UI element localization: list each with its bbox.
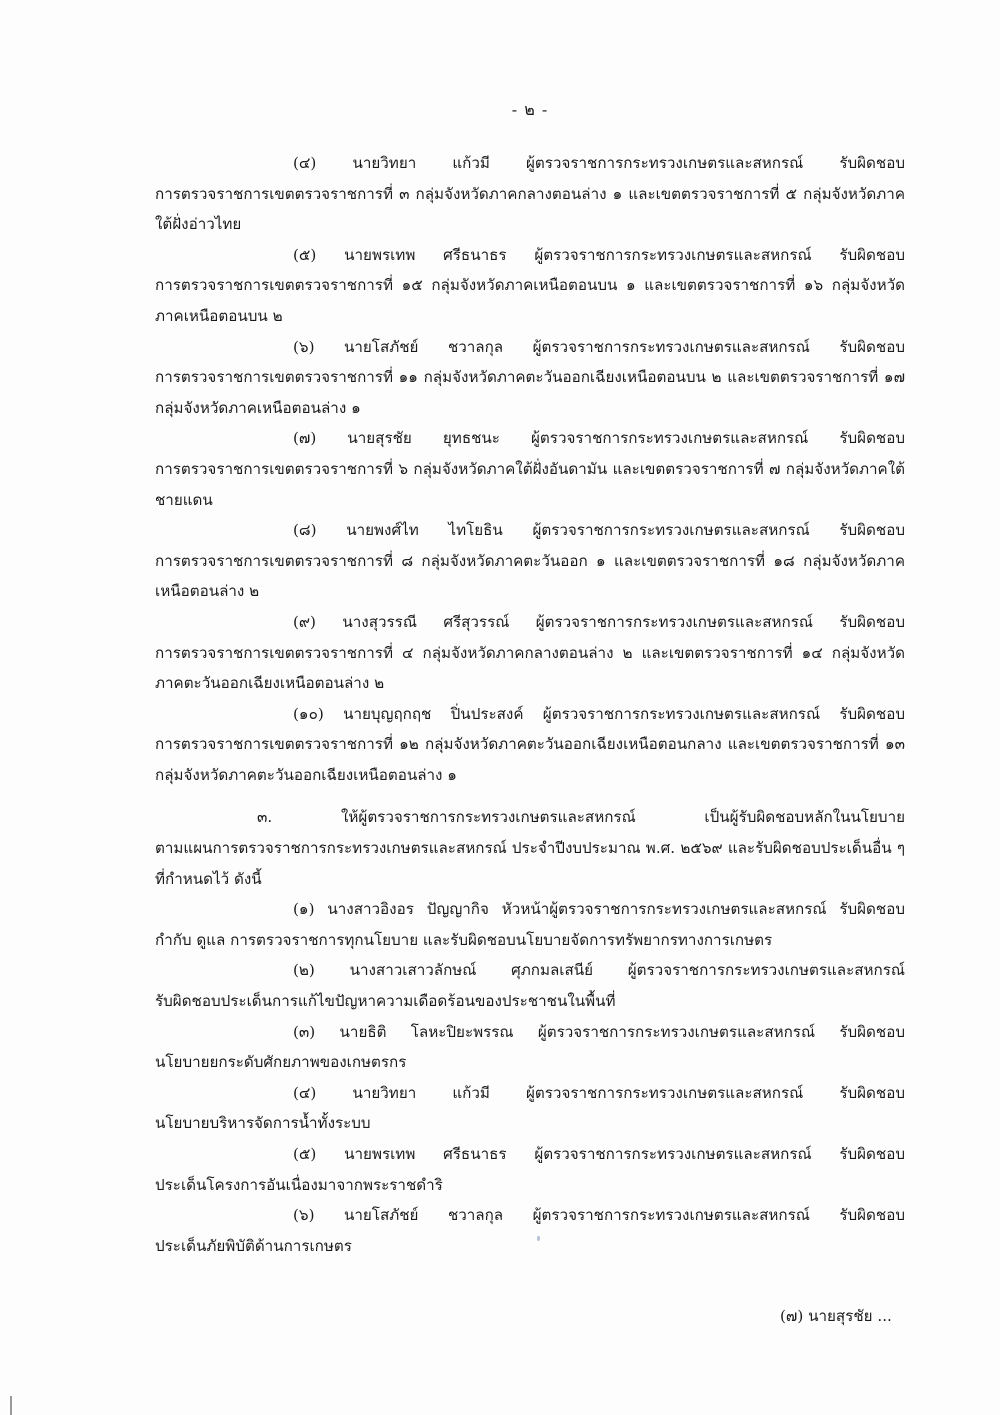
- continuation-marker: (๗) นายสุรชัย ...: [780, 1307, 892, 1325]
- responsibility-item: [155, 1078, 905, 1139]
- inspector-item: [155, 515, 905, 607]
- item-lead: (๒) นางสาวเสาวลักษณ์ ศุภกมลเสนีย์ ผู้ตรวจราชการกระทรวงเกษตรและสหกรณ์: [293, 961, 905, 980]
- item-lead: (๑) นางสาวอิงอร ปัญญากิจ หัวหน้าผู้ตรวจราชการกระทรวงเกษตรและสหกรณ์ รับผิดชอบ: [293, 900, 905, 919]
- item-lead: (๙) นางสุวรรณี ศรีสุวรรณ์ ผู้ตรวจราชการกระทรวงเกษตรและสหกรณ์ รับผิดชอบ: [293, 612, 905, 631]
- inspector-item: [155, 423, 905, 515]
- inspector-item: [155, 332, 905, 424]
- item-text: การตรวจราชการเขตตรวจราชการที่ ๘ กลุ่มจังหวัดภาคตะวันออก ๑ และเขตตรวจราชการที่ ๑๘ กลุ่มจังหวัดภาคเหนือตอนล่าง ๒: [155, 551, 905, 601]
- responsibility-item: [155, 894, 905, 955]
- item-lead: (๕) นายพรเทพ ศรีธนาธร ผู้ตรวจราชการกระทรวงเกษตรและสหกรณ์ รับผิดชอบ: [293, 1145, 905, 1163]
- item-lead: (๖) นายโสภัชย์ ชวาลกุล ผู้ตรวจราชการกระทรวงเกษตรและสหกรณ์ รับผิดชอบ: [293, 1206, 905, 1225]
- item-text: กำกับ ดูแล การตรวจราชการทุกนโยบาย และรับผิดชอบนโยบายจัดการทรัพยากรทางการเกษตร: [155, 930, 773, 949]
- responsibility-item: [155, 1139, 905, 1200]
- item-text: รับผิดชอบประเด็นการแก้ไขปัญหาความเดือดร้อนของประชาชนในพื้นที่: [155, 992, 616, 1011]
- item-lead: (๗) นายสุรชัย ยุทธชนะ ผู้ตรวจราชการกระทรวงเกษตรและสหกรณ์ รับผิดชอบ: [293, 429, 905, 448]
- item-text: การตรวจราชการเขตตรวจราชการที่ ๔ กลุ่มจังหวัดภาคกลางตอนล่าง ๒ และเขตตรวจราชการที่ ๑๔ กลุ่มจังหวัดภาคตะวันออกเฉียงเหนือตอนล่าง ๒: [155, 643, 905, 693]
- item-lead: (๘) นายพงศ์ไท ไทโยธิน ผู้ตรวจราชการกระทรวงเกษตรและสหกรณ์ รับผิดชอบ: [293, 521, 905, 540]
- item-text: การตรวจราชการเขตตรวจราชการที่ ๑๕ กลุ่มจังหวัดภาคเหนือตอนบน ๑ และเขตตรวจราชการที่ ๑๖ กลุ่มจังหวัดภาคเหนือตอนบน ๒: [155, 276, 905, 325]
- inspector-item: [155, 607, 905, 699]
- item-text: การตรวจราชการเขตตรวจราชการที่ ๖ กลุ่มจังหวัดภาคใต้ฝั่งอันดามัน และเขตตรวจราชการที่ ๗ กลุ่มจังหวัดภาคใต้ชายแดน: [155, 459, 905, 509]
- scan-speck: [537, 1236, 540, 1241]
- item-text: นโยบายบริหารจัดการน้ำทั้งระบบ: [155, 1114, 371, 1133]
- inspector-item: [155, 240, 905, 332]
- item-lead: (๔) นายวิทยา แก้วมี ผู้ตรวจราชการกระทรวงเกษตรและสหกรณ์ รับผิดชอบ: [293, 154, 905, 172]
- item-text: การตรวจราชการเขตตรวจราชการที่ ๑๒ กลุ่มจังหวัดภาคตะวันออกเฉียงเหนือตอนกลาง และเขตตรวจราชการที่ ๑๓ กลุ่มจังหวัดภาคตะวันออกเฉียงเหนือตอนล่าง ๑: [155, 735, 905, 784]
- item-lead: (๖) นายโสภัชย์ ชวาลกุล ผู้ตรวจราชการกระทรวงเกษตรและสหกรณ์ รับผิดชอบ: [293, 337, 905, 356]
- responsibility-item: [155, 1017, 905, 1078]
- item-text: การตรวจราชการเขตตรวจราชการที่ ๓ กลุ่มจังหวัดภาคกลางตอนล่าง ๑ และเขตตรวจราชการที่ ๕ กลุ่มจังหวัดภาคใต้ฝั่งอ่าวไทย: [155, 184, 905, 234]
- responsibility-item: [155, 955, 905, 1016]
- section-text: ตามแผนการตรวจราชการกระทรวงเกษตรและสหกรณ์ ประจำปีงบประมาณ พ.ศ. ๒๕๖๙ และรับผิดชอบประเด็นอื่น ๆ ที่กำหนดไว้ ดังนี้: [155, 839, 905, 888]
- item-text: ประเด็นโครงการอันเนื่องมาจากพระราชดำริ: [155, 1175, 443, 1194]
- inspector-item: [155, 699, 905, 791]
- page-number: - ๒ -: [511, 100, 549, 119]
- item-text: นโยบายยกระดับศักยภาพของเกษตรกร: [155, 1053, 407, 1072]
- inspector-item: [155, 148, 905, 240]
- item-text: ประเด็นภัยพิบัติด้านการเกษตร: [155, 1236, 352, 1255]
- item-lead: (๔) นายวิทยา แก้วมี ผู้ตรวจราชการกระทรวงเกษตรและสหกรณ์ รับผิดชอบ: [293, 1083, 905, 1102]
- section-3-paragraph: [155, 802, 905, 894]
- document-body: [155, 148, 905, 1261]
- item-lead: (๕) นายพรเทพ ศรีธนาธร ผู้ตรวจราชการกระทรวงเกษตรและสหกรณ์ รับผิดชอบ: [293, 245, 905, 264]
- item-lead: (๓) นายธิติ โลหะปิยะพรรณ ผู้ตรวจราชการกระทรวงเกษตรและสหกรณ์ รับผิดชอบ: [293, 1022, 905, 1041]
- section-lead: ๓. ให้ผู้ตรวจราชการกระทรวงเกษตรและสหกรณ์ เป็นผู้รับผิดชอบหลักในนโยบาย: [257, 808, 905, 827]
- item-lead: (๑๐) นายบุญฤกฤช ปิ่นประสงค์ ผู้ตรวจราชการกระทรวงเกษตรและสหกรณ์ รับผิดชอบ: [293, 704, 905, 723]
- responsibility-item: [155, 1200, 905, 1261]
- scan-edge-mark: [10, 1396, 12, 1415]
- item-text: การตรวจราชการเขตตรวจราชการที่ ๑๑ กลุ่มจังหวัดภาคตะวันออกเฉียงเหนือตอนบน ๒ และเขตตรวจราชการที่ ๑๗ กลุ่มจังหวัดภาคเหนือตอนล่าง ๑: [155, 368, 905, 417]
